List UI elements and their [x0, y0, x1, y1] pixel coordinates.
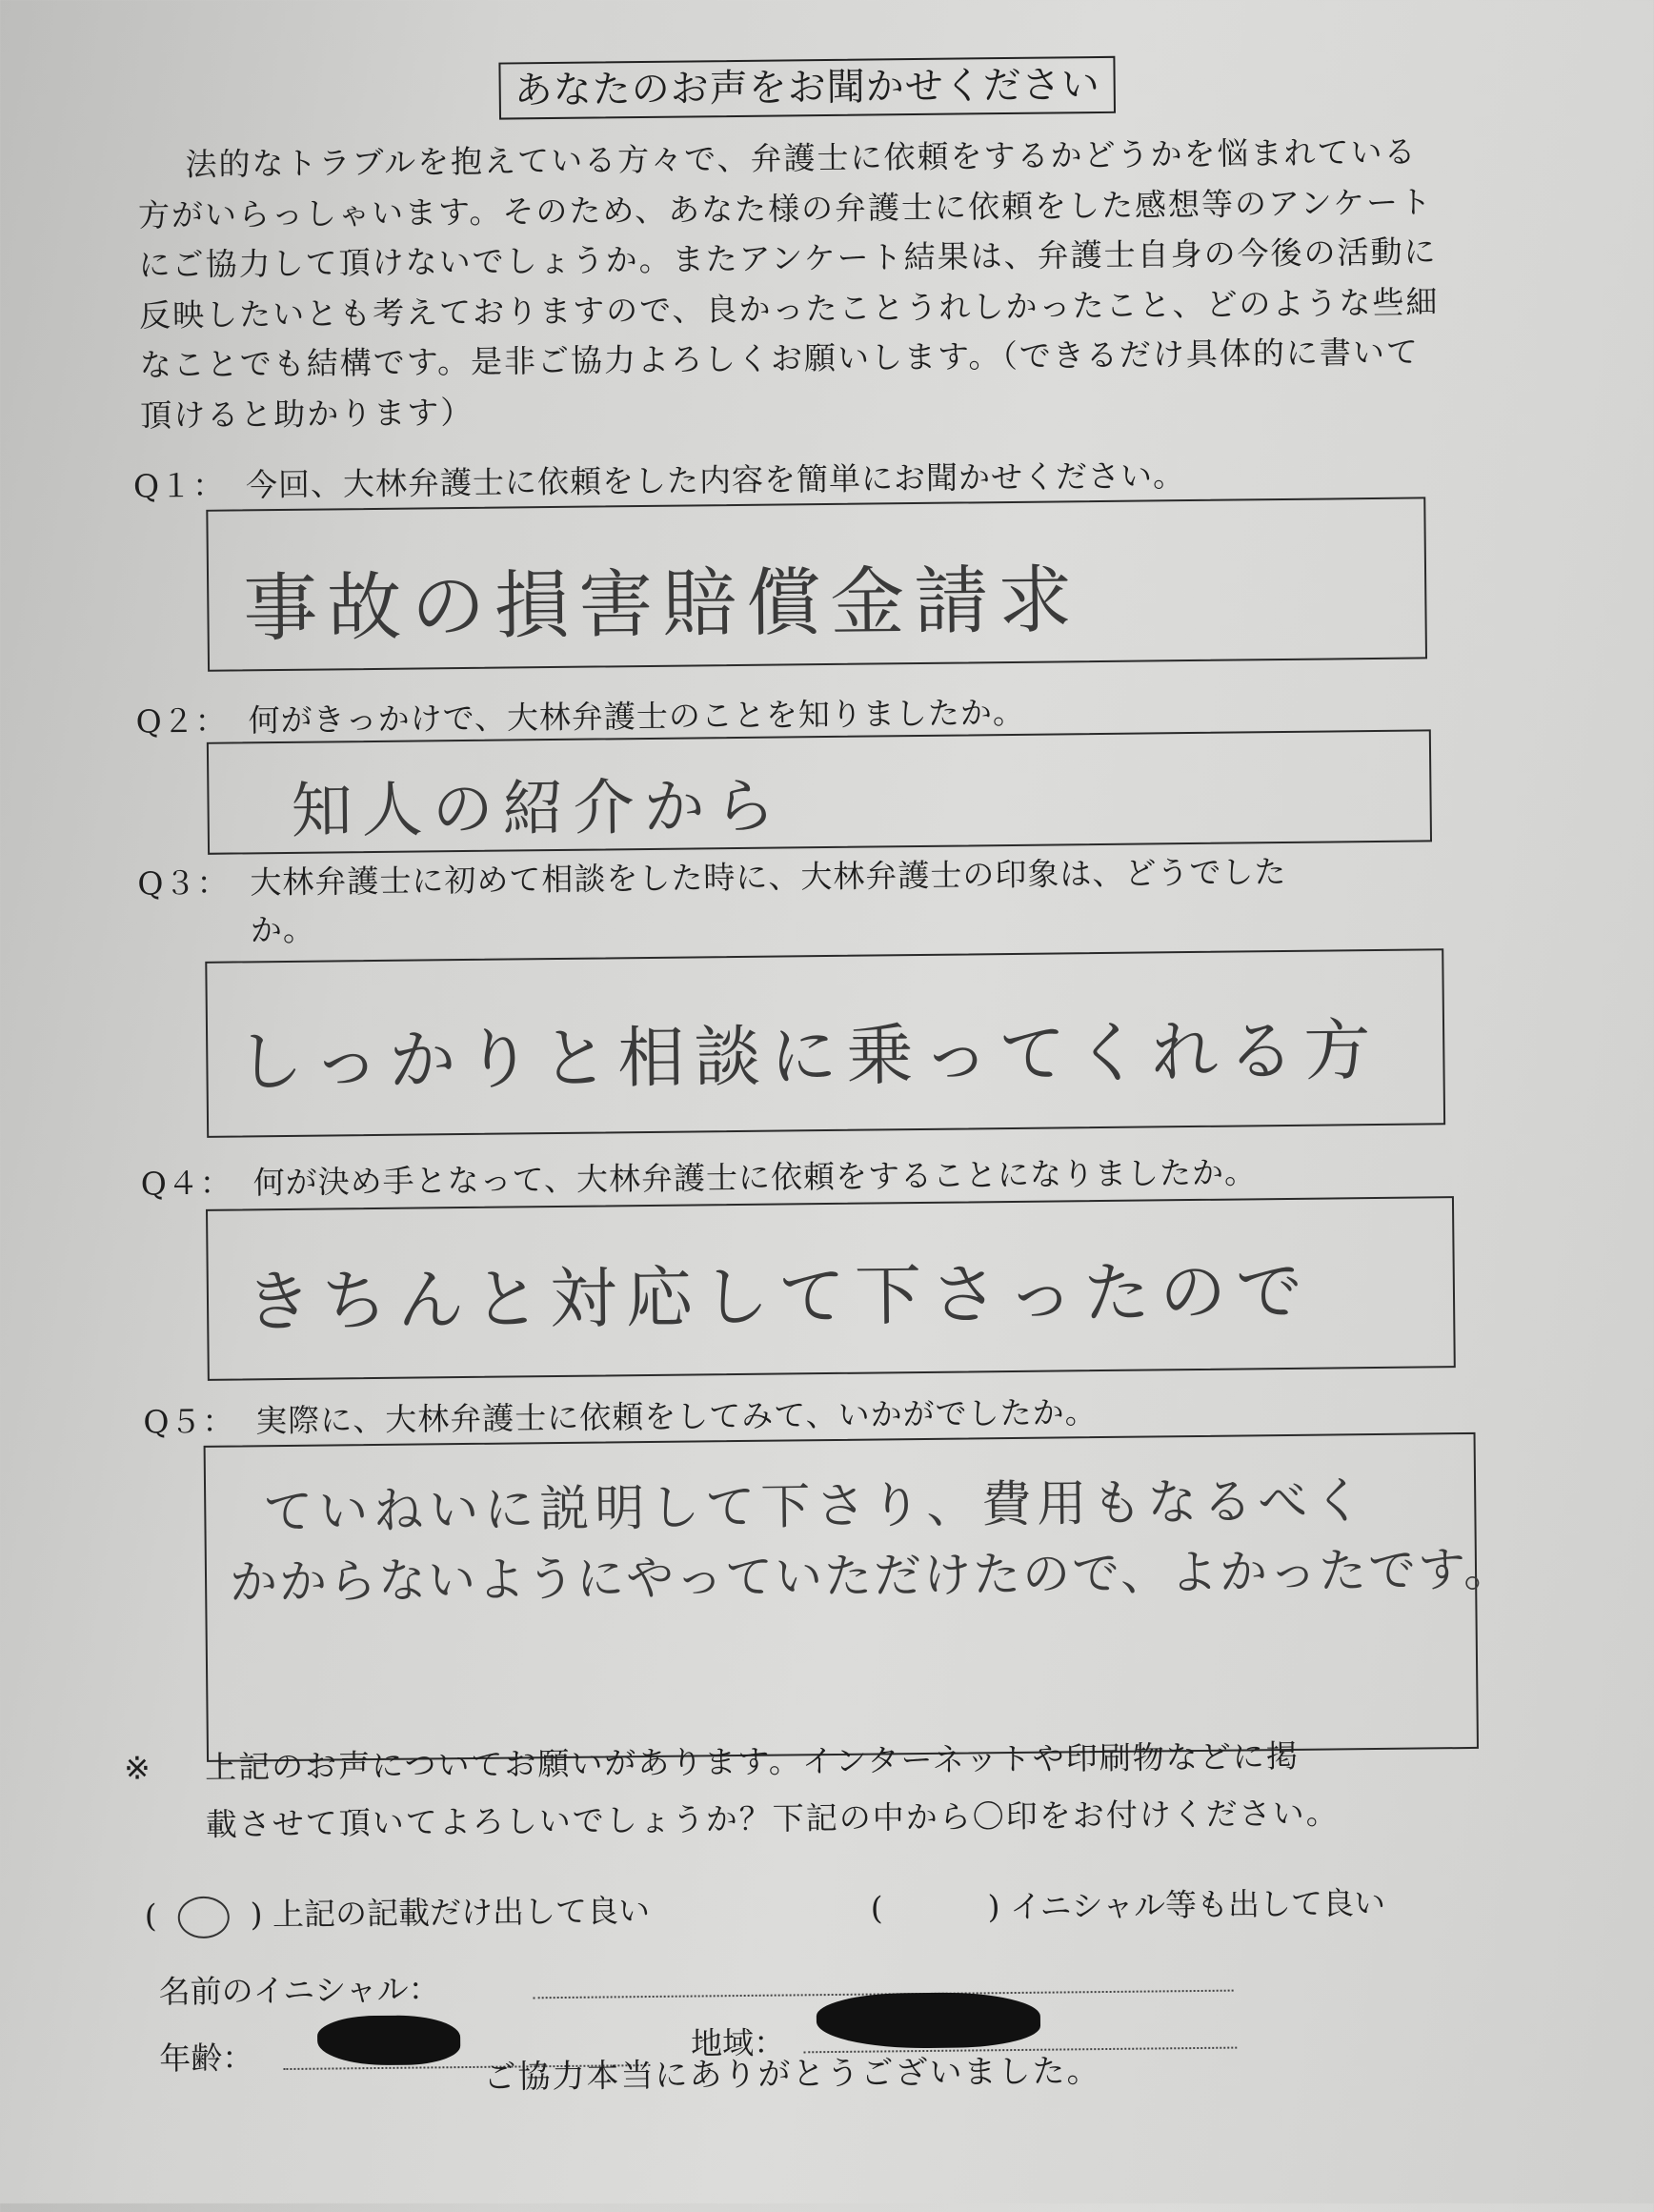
answer-box-5[interactable]: [204, 1432, 1514, 1762]
question-text-continued: か。: [250, 910, 316, 949]
form-title: あなたのお声をお聞かせください: [498, 56, 1116, 120]
option-label: イニシャル等も出して良い: [1009, 1883, 1386, 1926]
initials-label: 名前のイニシャル：: [158, 1970, 440, 2011]
note-mark: ※: [123, 1749, 152, 1787]
circle-mark-icon: [177, 1897, 229, 1939]
question-number: Q４：: [140, 1164, 232, 1203]
answer-handwriting: 知人の紹介から: [291, 771, 785, 847]
age-label: 年齢：: [159, 2039, 254, 2078]
question-3: [137, 846, 1453, 955]
question-text: 今回、大林弁護士に依頼をした内容を簡単にお聞かせください。: [245, 457, 1186, 504]
answer-box-4[interactable]: [206, 1196, 1456, 1381]
question-text: 何がきっかけで、大林弁護士のことを知りましたか。: [248, 693, 1026, 740]
answer-box-3[interactable]: [205, 948, 1445, 1138]
intro-paragraph: 法的なトラブルを抱えている方々で、弁護士に依頼をするかどうかを悩まれている方がいらっしゃいます。そのため、あなた様の弁護士に依頼をした感想等のアンケートにご協力して頂けないでしょうか。またアンケート結果は、弁護士自身の今後の活動に反映したいとも考えておりますので、良かったことうれしかったこと、どのような些細なことでも結構です。是非ご協力よろしくお願いします。（できるだけ具体的に書いて頂けると助かります）: [137, 132, 1440, 435]
option-with-initials[interactable]: [870, 1879, 1385, 1933]
question-text: 大林弁護士に初めて相談をした時に、大林弁護士の印象は、どうでした: [250, 852, 1287, 902]
question-number: Q１：: [132, 466, 226, 505]
thanks-message: ご協力本当にありがとうございました。: [483, 2052, 1101, 2097]
question-number: Q３：: [137, 863, 230, 903]
answer-handwriting-line-2: かからないようにやっていただけたので、よかったです。: [229, 1541, 1514, 1611]
intro-text: [137, 127, 1450, 440]
question-text: 実際に、大林弁護士に依頼をしてみて、いかがでしたか。: [255, 1393, 1098, 1440]
publication-note: [124, 1726, 1497, 1855]
option-paren-open: (: [144, 1897, 157, 1935]
answer-handwriting: きちんと対応して下さったので: [244, 1251, 1313, 1342]
option-text-only[interactable]: [144, 1887, 650, 1940]
question-text: 何が決め手となって、大林弁護士に依頼をすることになりましたか。: [252, 1153, 1258, 1202]
answer-box-2[interactable]: [207, 729, 1432, 854]
answer-handwriting-line-1: ていねいに説明して下さり、費用もなるべく: [263, 1472, 1369, 1542]
region-label: 地域：: [690, 2023, 786, 2062]
region-redaction: [817, 1992, 1041, 2049]
option-paren-close: ): [250, 1896, 263, 1934]
note-line-1: 上記のお声についてお願いがあります。インターネットや印刷物などに掲: [204, 1736, 1300, 1786]
option-paren-close: ): [987, 1888, 1000, 1926]
age-redaction: [317, 2015, 461, 2066]
question-number: Q２：: [135, 701, 228, 741]
question-number: Q５：: [143, 1402, 235, 1441]
option-label: 上記の記載だけ出して良い: [272, 1892, 651, 1934]
answer-box-1[interactable]: [206, 497, 1427, 671]
answer-handwriting: 事故の損害賠償金請求: [242, 558, 1082, 653]
option-paren-open: (: [870, 1889, 883, 1927]
answer-handwriting: しっかりと相談に乗ってくれる方: [235, 1010, 1381, 1102]
note-line-2: 載させて頂いてよろしいでしょうか？下記の中から〇印をお付けください。: [205, 1794, 1340, 1843]
